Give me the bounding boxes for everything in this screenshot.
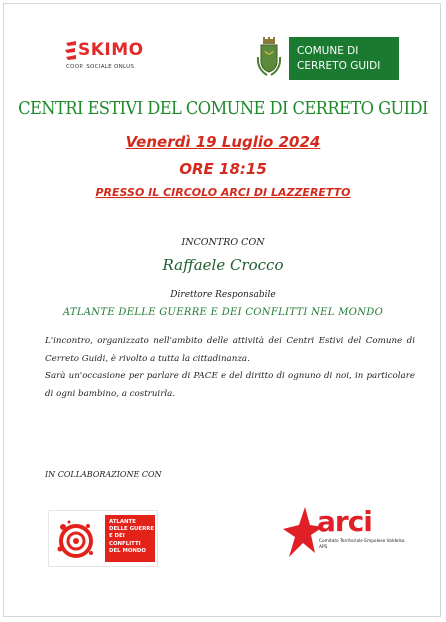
meeting-intro: INCONTRO CON [181, 237, 265, 248]
atlante-logo-line4: CONFLITTI [109, 540, 141, 547]
comune-logo-line1: COMUNE DI [297, 45, 359, 57]
body-paragraph-2: Sarà un'occasione per parlare di PACE e del diritto di ognuno di noi, in particolare di ogni bambino, a costruirla. [45, 371, 415, 399]
coat-of-arms-icon [255, 37, 283, 79]
atlante-logo-line3: E DEI [109, 533, 125, 540]
speaker-role: Direttore Responsabile [170, 290, 276, 300]
speaker-organization: ATLANTE DELLE GUERRE E DEI CONFLITTI NEL MONDO [62, 307, 384, 318]
event-venue: PRESSO IL CIRCOLO ARCI DI LAZZERETTO [95, 186, 351, 199]
target-icon [55, 519, 97, 561]
event-title: CENTRI ESTIVI DEL COMUNE DI CERRETO GUIDI [18, 99, 428, 119]
atlante-logo-line2: DELLE GUERRE [109, 526, 155, 533]
event-date: Venerdì 19 Luglio 2024 [125, 133, 321, 151]
body-text [45, 333, 415, 403]
eskimo-mark-icon [64, 40, 78, 62]
arci-logo-name: arci [317, 505, 372, 538]
eskimo-logo [64, 40, 154, 76]
comune-logo [289, 37, 399, 80]
eskimo-logo-subtitle: COOP. SOCIALE ONLUS [66, 64, 135, 70]
event-time: ORE 18:15 [179, 160, 267, 178]
arci-logo-subtitle [319, 539, 403, 551]
body-paragraph-1: L'incontro, organizzato nell'ambito delle attività dei Centri Estivi del Comune di Cerreto Guidi, è rivolto a tutta la cittadinanza. [45, 336, 415, 364]
atlante-logo-line5: DEL MONDO [109, 547, 146, 554]
atlante-logo-line1: ATLANTE [109, 519, 136, 525]
atlante-logo [48, 510, 158, 567]
arci-logo-sub2: APS [319, 545, 328, 550]
collaboration-label: IN COLLABORAZIONE CON [45, 470, 162, 479]
eskimo-logo-name: SKIMO [78, 40, 144, 60]
comune-logo-line2: CERRETO GUIDI [297, 60, 381, 72]
atlante-logo-box [105, 515, 155, 562]
speaker-name: Raffaele Crocco [162, 256, 284, 274]
arci-logo-sub1: Comitato Territoriale Empolese Valdelsa [319, 539, 405, 544]
arci-logo [283, 503, 403, 567]
